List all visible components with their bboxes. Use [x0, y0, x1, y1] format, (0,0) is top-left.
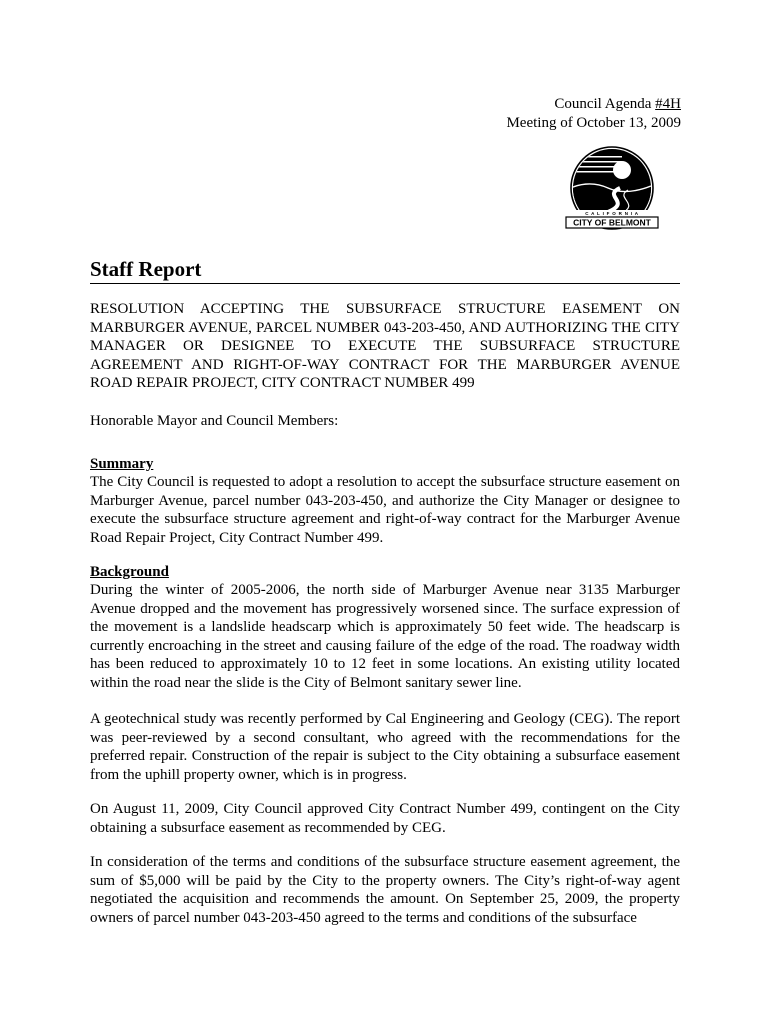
seal-city-text: CITY OF BELMONT: [573, 217, 651, 228]
page-title: Staff Report: [90, 257, 202, 281]
salutation: Honorable Mayor and Council Members:: [90, 413, 339, 429]
city-of-belmont-seal: [562, 146, 662, 230]
agenda-number: #4H: [655, 96, 681, 112]
meeting-date: Meeting of October 13, 2009: [506, 115, 681, 131]
agenda-header: [506, 95, 681, 133]
background-paragraph-4: In consideration of the terms and conditions of the subsurface structure easement agreement, the sum of $5,000 will be paid by the City to the property owners. The City’s right-of-way agent negotiated the acquisition and recommends the amount. On September 25, 2009, the property owners of parcel number 043-203-450 agreed to the terms and conditions of the subsurface: [90, 854, 680, 926]
background-paragraph-1: During the winter of 2005-2006, the north side of Marburger Avenue near 3135 Marburger Avenue dropped and the movement has progressively worsened since. The surface expression of the movement is a landslide headscarp which is approximately 50 feet wide. The headscarp is currently encroaching in the street and causing failure of the edge of the road. The roadway width has been reduced to approximately 10 to 12 feet in some locations. An existing utility located within the road near the slide is the City of Belmont sanitary sewer line.: [90, 582, 680, 691]
background-paragraph-2: A geotechnical study was recently performed by Cal Engineering and Geology (CEG). The report was peer-reviewed by a second consultant, who agreed with the recommendations for the preferred repair. Construction of the repair is subject to the City obtaining a subsurface easement from the uphill property owner, which is in progress.: [90, 711, 680, 783]
agenda-prefix: Council Agenda: [554, 96, 656, 112]
summary-heading: Summary: [90, 456, 154, 472]
summary-paragraph: The City Council is requested to adopt a resolution to accept the subsurface structure easement on Marburger Avenue, parcel number 043-203-450, and authorize the City Manager or designee to execute the subsurface structure agreement and right-of-way contract for the Marburger Avenue Road Repair Project, City Contract Number 499.: [90, 474, 680, 546]
agenda-line: [506, 95, 681, 114]
background-paragraph-3: On August 11, 2009, City Council approved City Contract Number 499, contingent on the City obtaining a subsurface easement as recommended by CEG.: [90, 801, 680, 836]
seal-state-text: C A L I F O R N I A: [585, 211, 639, 216]
title-rule: [90, 256, 680, 284]
resolution-text: RESOLUTION ACCEPTING THE SUBSURFACE STRUCTURE EASEMENT ON MARBURGER AVENUE, PARCEL NUMBER 043-203-450, AND AUTHORIZING THE CITY MANAGER OR DESIGNEE TO EXECUTE THE SUBSURFACE STRUCTURE AGREEMENT AND RIGHT-OF-WAY CONTRACT FOR THE MARBURGER AVENUE ROAD REPAIR PROJECT, CITY CONTRACT NUMBER 499: [90, 301, 680, 392]
background-heading: Background: [90, 564, 169, 580]
